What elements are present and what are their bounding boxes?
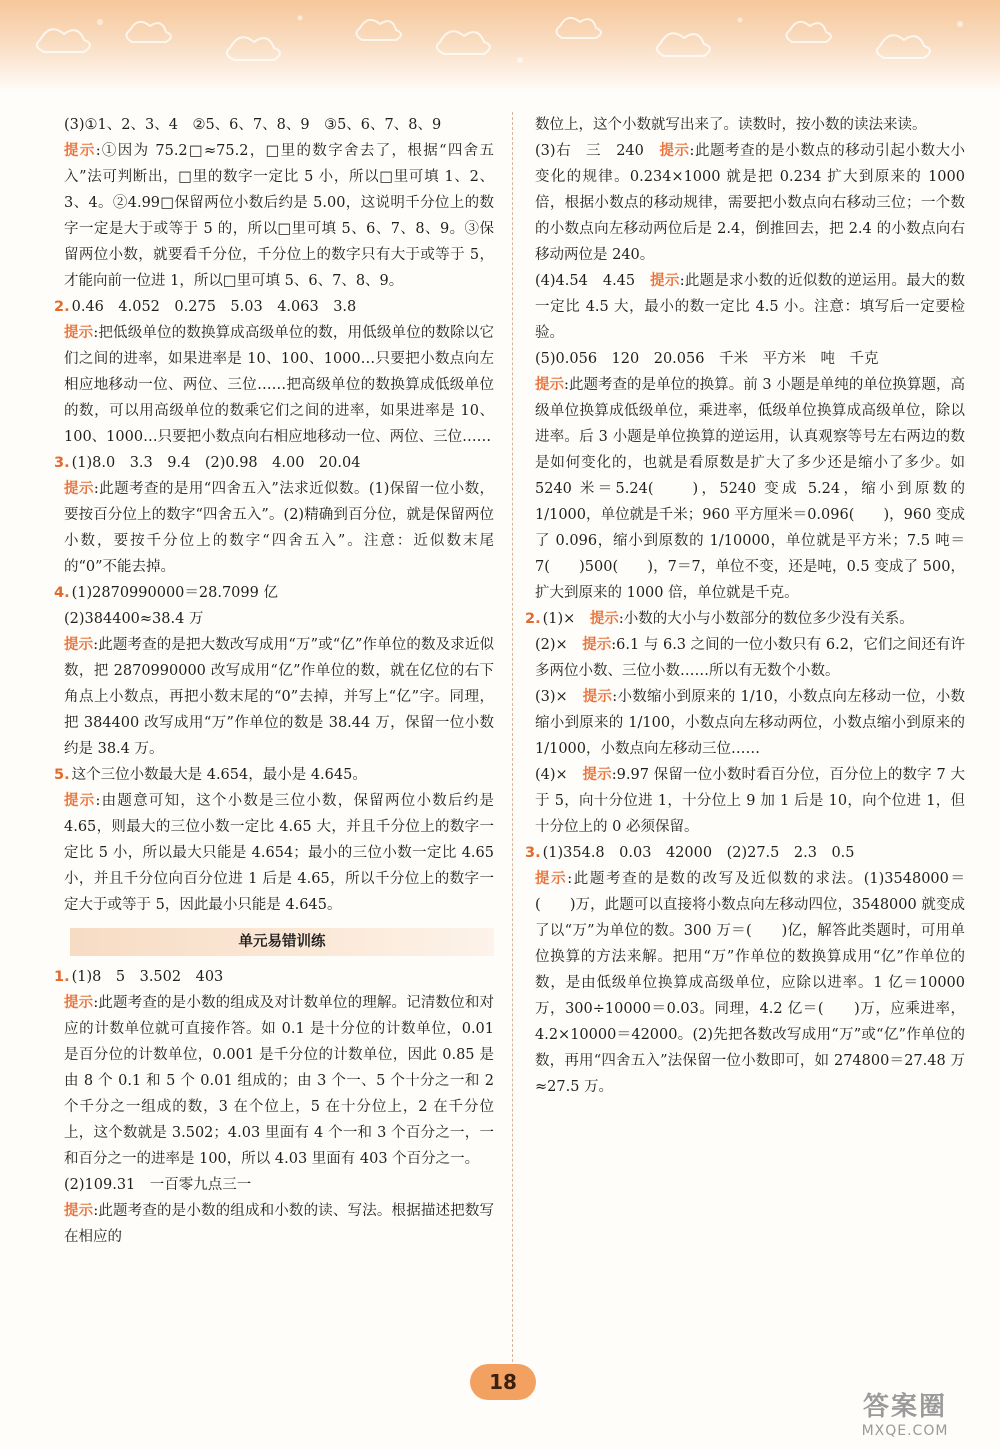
hint-paragraph — [535, 268, 965, 346]
right-column — [525, 112, 966, 1100]
hint-text: :把低级单位的数换算成高级单位的数，用低级单位的数除以它们之间的进率，如果进率是 10、100、1000…只要把小数点向左相应地移动一位、两位、三位……把高级单位的数换算成低级单位的数，可以用高级单位的数乘它们之间的进率，如果进率是 10、100、1000…只要把小数点向右相应地移动一位、两位、三位…… — [64, 325, 495, 445]
hint-paragraph — [64, 788, 494, 918]
answer-line — [54, 294, 494, 320]
hint-paragraph — [535, 762, 965, 840]
hint-paragraph — [535, 372, 965, 606]
hint-label: 提示 — [64, 1203, 94, 1219]
hint-label: 提示 — [535, 377, 565, 393]
answer-line: (2)384400≈38.4 万 — [64, 611, 204, 627]
hint-text: :此题考查的是数的改写及近似数的求法。(1)3548000＝( )万，此题可以直接将小数点向左移动四位，3548000 就变成了以“万”为单位的数。300 万＝( )亿，解答此类题时，可用单位换算的方法来解。把用“万”作单位的数换算成用“亿”作单位的数，是由低级单位换算成高级单位，应除以进率。1 亿＝10000 万，300÷10000＝0.03。同理，4.2 亿＝( )万，应乘进率，4.2×10000＝42000。(2)先把各数改写成用“万”或“亿”作单位的数，再用“四舍五入”法保留一位小数即可，如 274800＝27.48 万≈27.5 万。 — [535, 871, 965, 1095]
answer-line — [525, 840, 965, 866]
question-number: 2. — [54, 299, 70, 315]
column-divider — [512, 112, 513, 1372]
hint-paragraph — [64, 1198, 494, 1250]
hint-paragraph — [535, 866, 965, 1100]
hint-text: :此题考查的是小数点的移动引起小数大小变化的规律。0.234×1000 就是把 0.234 扩大到原来的 1000 倍，根据小数点的移动规律，需要把小数点向右移动三位；一个数的小数点向左移动两位后是 2.4，倒推回去，把 2.4 的小数点向右移动两位是 240。 — [535, 143, 966, 263]
answer-text: (1)354.8 0.03 42000 (2)27.5 2.3 0.5 — [542, 845, 855, 861]
question-number: 3. — [54, 455, 70, 471]
hint-text: :此题是求小数的近似数的逆运用。最大的数一定比 4.5 大，最小的数一定比 4.5 小。注意：填写后一定要检验。 — [535, 273, 966, 341]
hint-text: :①因为 75.2□≈75.2，□里的数字舍去了，根据“四舍五入”法可判断出，□里的数字一定比 5 小，所以□里可填 1、2、3、4。②4.99□保留两位小数后约是 5.00，这说明千分位上的数字一定是大于或等于 5 的，所以□里可填 5、6、7、8、9。③保留两位小数，就要看千分位，千分位上的数字只有大于或等于 5，才能向前一位进 1，所以□里可填 5、6、7、8、9。 — [64, 143, 495, 289]
hint-text: :小数的大小与小数部分的数位多少没有关系。 — [618, 611, 914, 627]
hint-paragraph — [64, 990, 494, 1172]
hint-paragraph — [535, 684, 965, 762]
hint-label: 提示 — [64, 143, 96, 159]
hint-label: 提示 — [650, 273, 680, 289]
left-column — [54, 112, 495, 1250]
hint-label: 提示 — [582, 637, 612, 653]
hint-text: :由题意可知，这个小数是三位小数，保留两位小数后约是 4.65，则最大的三位小数一定比 4.65 大，并且千分位上的数字一定比 5 小，所以最大只能是 4.654；最小的三位小数一定比 4.65 小，并且千分位向百分位进 1 后是 4.65，所以千分位上的数字一定大于或等于 5，因此最小只能是 4.645。 — [64, 793, 495, 913]
answer-text: 这个三位小数最大是 4.654，最小是 4.645。 — [71, 767, 367, 783]
answer-line: (3)①1、2、3、4 ②5、6、7、8、9 ③5、6、7、8、9 — [64, 117, 442, 133]
hint-text: :此题考查的是单位的换算。前 3 小题是单纯的单位换算题，高级单位换算成低级单位，乘进率，低级单位换算成高级单位，除以进率。后 3 小题是单位换算的逆运用，认真观察等号左右两边的数是如何变化的，也就是看原数是扩大了多少还是缩小了多少。如 5240 米＝5.24( )，5240 变成 5.24，缩小到原数的 1/1000，单位就是千米；960 平方厘米＝0.096( )，960 变成了 0.096，缩小到原数的 1/10000，单位就是平方米；7.5 吨＝7( )500( )，7＝7，单位不变，还是吨，0.5 变成了 500，扩大到原来的 1000 倍，单位就是千克。 — [535, 377, 966, 601]
hint-label: 提示 — [64, 995, 94, 1011]
cloud-pattern-decoration — [0, 0, 1000, 92]
hint-text: :此题考查的是把大数改写成用“万”或“亿”作单位的数及求近似数，把 2870990000 改写成用“亿”作单位的数，就在亿位的右下角点上小数点，再把小数末尾的“0”去掉，并写上“亿”字。同理，把 384400 改写成用“万”作单位的数是 38.44 万，保留一位小数约是 38.4 万。 — [64, 637, 494, 757]
section-title: 单元易错训练 — [70, 928, 494, 956]
answer-text: (1)2870990000＝28.7099 亿 — [71, 585, 278, 601]
answer-text: (4)× — [535, 767, 568, 783]
hint-paragraph — [64, 476, 494, 580]
answer-text: (1)8 5 3.502 403 — [71, 969, 224, 985]
hint-paragraph — [64, 138, 494, 294]
answer-text: 0.46 4.052 0.275 5.03 4.063 3.8 — [71, 299, 357, 315]
hint-label: 提示 — [64, 481, 94, 497]
answer-line — [54, 450, 494, 476]
hint-label: 提示 — [64, 325, 94, 341]
answer-text: (3)× — [535, 689, 568, 705]
question-number: 4. — [54, 585, 70, 601]
question-number: 1. — [54, 969, 70, 985]
answer-text: (1)× — [542, 611, 576, 627]
hint-label: 提示 — [582, 767, 612, 783]
hint-label: 提示 — [589, 611, 619, 627]
hint-label: 提示 — [64, 793, 96, 809]
answer-line — [54, 762, 494, 788]
hint-label: 提示 — [64, 637, 94, 653]
hint-text: :9.97 保留一位小数时看百分位，百分位上的数字 7 大于 5，向十分位进 1，十分位上 9 加 1 后是 10，向个位进 1，但十分位上的 0 必须保留。 — [535, 767, 966, 835]
question-number: 3. — [525, 845, 541, 861]
watermark-cn: 答案圈 — [862, 1392, 947, 1422]
watermark-en: MXQE.COM — [861, 1423, 949, 1439]
continuation-text: 数位上，这个小数就写出来了。读数时，按小数的读法来读。 — [535, 117, 927, 133]
answer-line — [54, 964, 494, 990]
hint-text: :此题考查的是小数的组成及对计数单位的理解。记清数位和对应的计数单位就可直接作答。如 0.1 是十分位的计数单位，0.01 是百分位的计数单位，0.001 是千分位的计数单位，因此 0.85 是由 8 个 0.1 和 5 个 0.01 组成的；由 3 个一、5 个十分之一和 2 个千分之一组成的数，3 在个位上，5 在十分位上，2 在千分位上，这个数就是 3.502；4.03 里面有 4 个一和 3 个百分之一，一和百分之一的进率是 100，所以 4.03 里面有 403 个百分之一。 — [64, 995, 495, 1167]
hint-paragraph — [64, 632, 494, 762]
question-number: 5. — [54, 767, 70, 783]
answer-line — [54, 580, 494, 606]
hint-text: :此题考查的是用“四舍五入”法求近似数。(1)保留一位小数，要按百分位上的数字“四舍五入”。(2)精确到百分位，就是保留两位小数，要按千分位上的数字“四舍五入”。注意：近似数末尾的“0”不能去掉。 — [64, 481, 495, 575]
page-number: 18 — [470, 1364, 536, 1400]
watermark-logo — [820, 1392, 990, 1444]
answer-text: (2)× — [535, 637, 568, 653]
hint-text: :此题考查的是小数的组成和小数的读、写法。根据描述把数写在相应的 — [64, 1203, 495, 1245]
hint-text: :6.1 与 6.3 之间的一位小数只有 6.2，它们之间还有许多两位小数、三位小数……所以有无数个小数。 — [535, 637, 966, 679]
answer-text: (4)4.54 4.45 — [535, 273, 636, 289]
hint-paragraph — [535, 632, 965, 684]
hint-label: 提示 — [582, 689, 613, 705]
top-banner — [0, 0, 1000, 92]
hint-paragraph — [535, 138, 965, 268]
answer-line: (2)109.31 一百零九点三一 — [64, 1177, 252, 1193]
question-number: 2. — [525, 611, 541, 627]
answer-text: (1)8.0 3.3 9.4 (2)0.98 4.00 20.04 — [71, 455, 361, 471]
hint-text: :小数缩小到原来的 1/10，小数点向左移动一位，小数缩小到原来的 1/100，小数点向左移动两位，小数点缩小到原来的 1/1000，小数点向左移动三位…… — [535, 689, 966, 757]
answer-text: (3)右 三 240 — [535, 143, 644, 159]
hint-paragraph — [64, 320, 494, 450]
hint-paragraph — [525, 606, 965, 632]
hint-label: 提示 — [535, 871, 568, 887]
answer-line: (5)0.056 120 20.056 千米 平方米 吨 千克 — [535, 351, 879, 367]
hint-label: 提示 — [659, 143, 690, 159]
